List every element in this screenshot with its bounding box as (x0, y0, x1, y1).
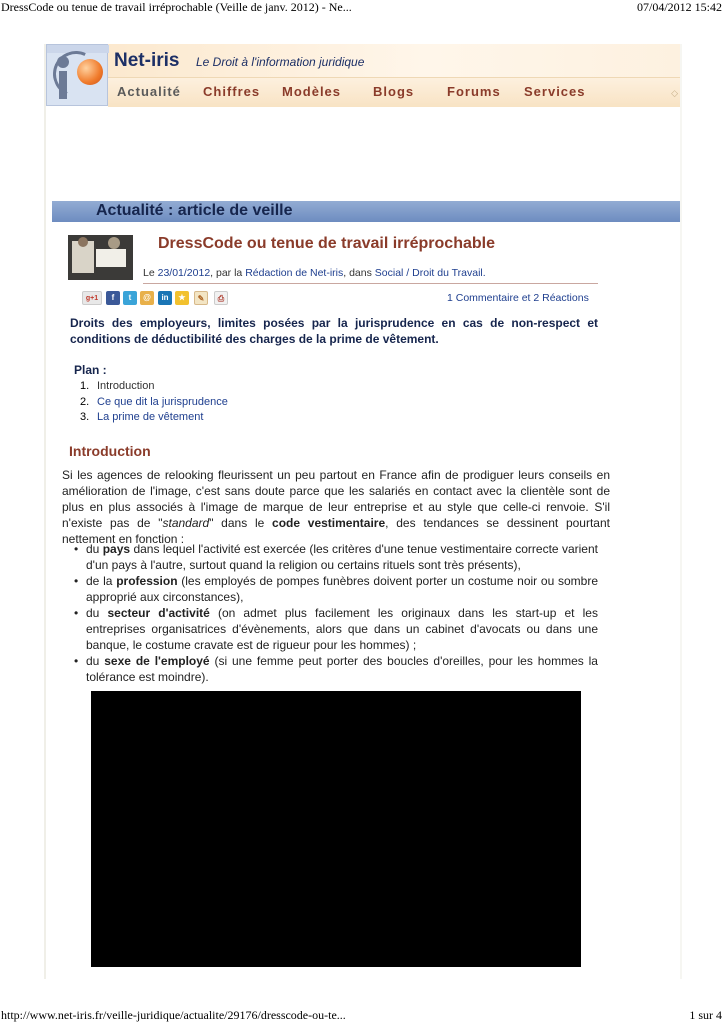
nav-blogs[interactable]: Blogs (373, 84, 415, 99)
bullet-bold: pays (102, 542, 131, 556)
favorite-icon[interactable]: ★ (175, 291, 189, 305)
intro-emphasis: standard (162, 516, 210, 530)
embedded-video[interactable] (91, 691, 581, 967)
plan-link[interactable]: Ce que dit la jurisprudence (97, 395, 228, 408)
byline-date-link[interactable]: 23/01/2012 (157, 267, 211, 279)
nav-modeles[interactable]: Modèles (282, 84, 342, 99)
bullet-bold: sexe de l'employé (104, 654, 210, 668)
bullet-pre: du (86, 606, 108, 620)
article-lead: Droits des employeurs, limites posées par la jurisprudence en cas de non-respect et conditions de déductibilité des charges de la prime de vêtement. (70, 316, 598, 346)
print-datetime: 07/04/2012 15:42 (636, 0, 722, 14)
list-item (74, 573, 598, 605)
print-url: http://www.net-iris.fr/veille-juridique/actualite/29176/dresscode-ou-te... (1, 1008, 346, 1022)
print-header (0, 0, 724, 16)
bullet-post: (on admet plus facilement les originaux dans les start-up et les entreprises organisatrices d'évènements, alors que dans un cabinet d'avocats ou dans une banque, le costume cravate est de rigueur pour les hommes) ; (86, 606, 598, 652)
print-page-number: 1 sur 4 (689, 1008, 722, 1022)
byline-category-link[interactable]: Social (374, 267, 404, 279)
site-header (46, 44, 680, 106)
plan-item[interactable] (80, 410, 228, 426)
nav-actualite[interactable]: Actualité (117, 84, 181, 99)
print-footer (0, 1008, 724, 1024)
nav-scroll-icon[interactable]: ◇ (671, 88, 678, 98)
thumb-shape-b (96, 249, 126, 267)
plan-title: Plan : (74, 363, 107, 377)
bullet-pre: du (86, 654, 105, 668)
print-icon[interactable]: ⎙ (214, 291, 228, 305)
article-title: DressCode ou tenue de travail irréprochable (158, 235, 495, 252)
intro-text-3: , des tendances se dessinent pourtant nettement en fonction : (62, 516, 610, 546)
byline-in: , dans (343, 267, 375, 279)
plan-link[interactable]: La prime de vêtement (97, 411, 204, 423)
bullet-post: (les employés de pompes funèbres doivent porter un costume noir ou sombre approprié aux circonstances), (86, 574, 598, 604)
intro-text-1: Si les agences de relooking fleurissent un peu partout en France afin de prodiguer leurs conseils en amélioration de l'image, c'est sans doute parce que les salariés en contact avec la clientèle sont de plus en plus associés à l'image de marque de leur entreprise et au style que celle-ci renvoie. S'il n'existe pas de " (62, 468, 610, 530)
article-byline (143, 267, 486, 279)
bullet-pre: de la (86, 574, 117, 588)
byline-by: , par la (210, 267, 246, 279)
list-item (74, 541, 598, 573)
email-icon[interactable]: @ (140, 291, 154, 305)
intro-heading: Introduction (69, 443, 151, 459)
plan-num: 3. (80, 411, 90, 423)
intro-paragraph (62, 467, 610, 547)
comments-link[interactable]: 1 Commentaire et 2 Réactions (447, 292, 589, 304)
plan-item[interactable] (80, 395, 228, 411)
net-iris-logo[interactable] (46, 44, 108, 106)
list-item (74, 653, 598, 685)
intro-text-2: " dans le (209, 516, 273, 530)
logo-orange-ball (77, 59, 103, 85)
note-icon[interactable]: ✎ (194, 291, 208, 305)
article-thumbnail (68, 235, 133, 280)
byline-author-link[interactable]: Rédaction de Net-iris (245, 267, 344, 279)
facebook-icon[interactable]: f (106, 291, 120, 305)
page-right-border (680, 44, 682, 979)
section-title: Actualité : article de veille (96, 202, 293, 219)
bullet-bold: profession (116, 574, 178, 588)
plan-num: 1. (80, 380, 90, 392)
bullet-bold: secteur d'activité (107, 606, 210, 620)
nav-chiffres[interactable]: Chiffres (203, 84, 261, 99)
list-item (74, 605, 598, 653)
site-tagline: Le Droit à l'information juridique (196, 55, 365, 69)
plan-item[interactable] (80, 379, 228, 395)
intro-bullets (74, 541, 598, 685)
nav-forums[interactable]: Forums (447, 84, 501, 99)
bullet-pre: du (86, 542, 103, 556)
site-name[interactable]: Net-iris (114, 50, 180, 71)
intro-bold: code vestimentaire (272, 516, 386, 530)
page-left-border (44, 44, 46, 979)
plan-list (80, 379, 228, 426)
byline-sep: / (403, 267, 413, 279)
plan-num: 2. (80, 395, 90, 408)
byline-divider (143, 283, 598, 284)
logo-i-stem (59, 71, 67, 99)
byline-end: . (482, 267, 486, 279)
bullet-post: dans lequel l'activité est exercée (les critères d'une tenue vestimentaire correcte varient d'un pays à l'autre, surtout quand la religion ou certains rituels sont très présents), (86, 542, 598, 572)
logo-i-dot (57, 56, 69, 68)
nav-services[interactable]: Services (524, 84, 586, 99)
thumb-shape-d (78, 237, 88, 247)
plan-label: Introduction (97, 380, 155, 392)
thumb-shape-c (108, 237, 120, 249)
section-band (52, 201, 680, 222)
linkedin-icon[interactable]: in (158, 291, 172, 305)
twitter-icon[interactable]: t (123, 291, 137, 305)
byline-subcategory-link[interactable]: Droit du Travail (412, 267, 483, 279)
bullet-post: (si une femme peut porter des boucles d'oreilles, pour les hommes la tolérance est moindre). (86, 654, 598, 684)
print-title: DressCode ou tenue de travail irréprochable (Veille de janv. 2012) - Ne... (1, 0, 352, 14)
google-plus-icon[interactable]: g+1 (82, 291, 102, 305)
byline-prefix: Le (143, 267, 158, 279)
